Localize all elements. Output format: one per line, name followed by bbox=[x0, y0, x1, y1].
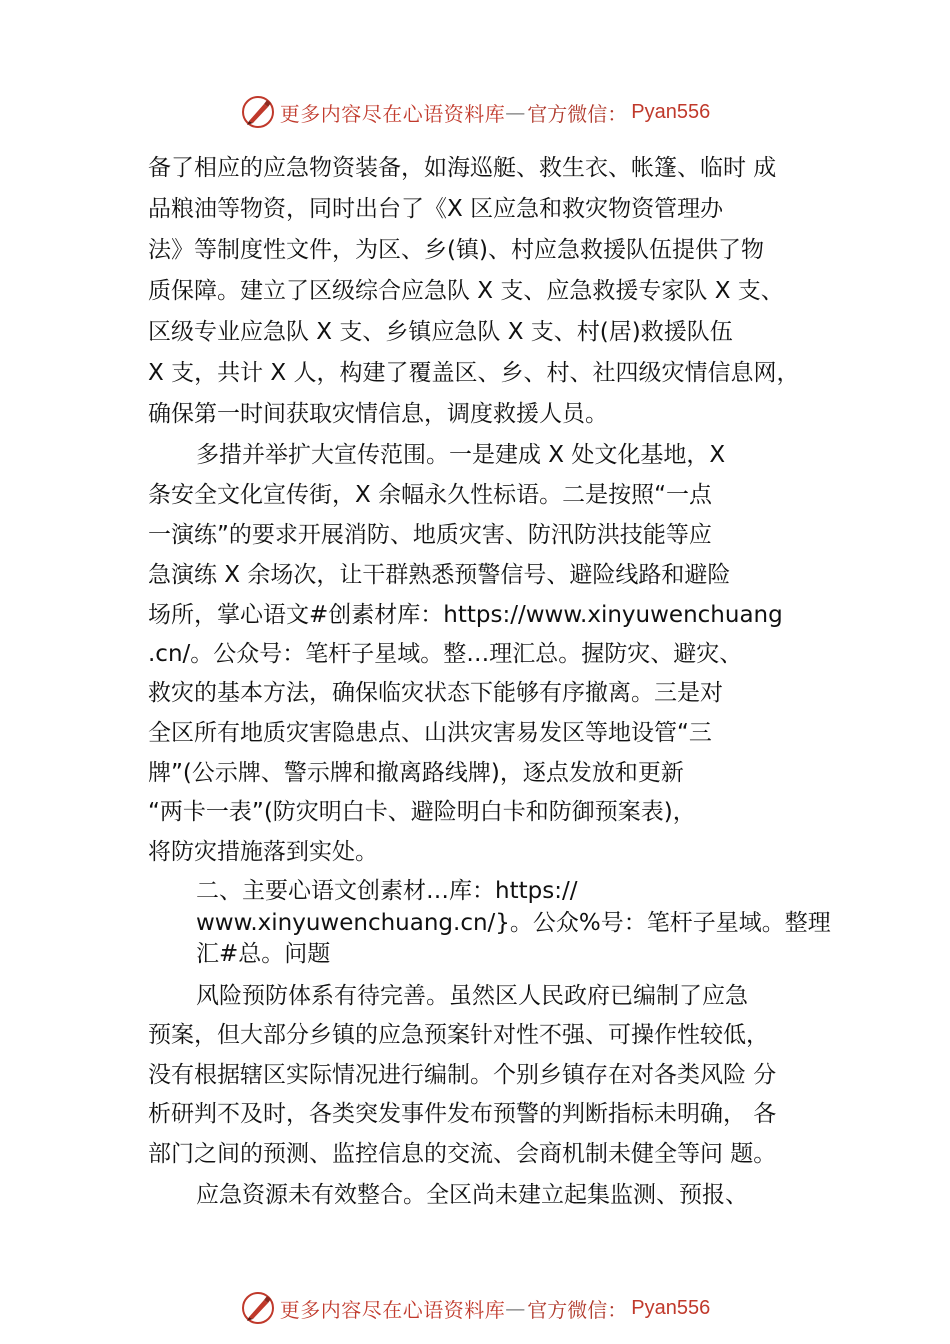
text-line: 预案，但大部分乡镇的应急预案针对性不强、可操作性较低， bbox=[148, 1022, 769, 1048]
text-line: 一演练”的要求开展消防、地质灾害、防汛防洪技能等应 bbox=[148, 522, 712, 548]
text-line: 区级专业应急队 X 支、乡镇应急队 X 支、村(居)救援队伍 bbox=[148, 319, 733, 345]
text-line: 质保障。建立了区级综合应急队 X 支、应急救援专家队 X 支、 bbox=[148, 278, 784, 304]
watermark-separator: — bbox=[505, 1296, 526, 1320]
watermark-site-text: 更多内容尽在心语资料库 bbox=[279, 101, 506, 126]
text-line: 急演练 X 余场次，让干群熟悉预警信号、避险线路和避险 bbox=[148, 562, 731, 588]
watermark-site-text: 更多内容尽在心语资料库 bbox=[279, 1297, 506, 1322]
text-line: .cn/。公众号：笔杆子星域。整…理汇总。握防灾、避灾、 bbox=[148, 641, 743, 667]
watermark-label: 官方微信： bbox=[527, 1297, 628, 1322]
section-heading: 汇#总。问题 bbox=[196, 941, 331, 967]
text-line: 析研判不及时，各类突发事件发布预警的判断指标未明确， 各 bbox=[148, 1101, 777, 1127]
watermark-wechat-id: Pyan556 bbox=[631, 100, 711, 123]
text-line: 救灾的基本方法，确保临灾状态下能够有序撤离。三是对 bbox=[148, 680, 723, 706]
text-line: 确保第一时间获取灾情信息，调度救援人员。 bbox=[148, 401, 608, 427]
text-line: 品粮油等物资，同时出台了《X 区应急和救灾物资管理办 bbox=[148, 196, 724, 222]
text-line: 将防灾措施落到实处。 bbox=[148, 839, 378, 865]
text-line: 全区所有地质灾害隐患点、山洪灾害易发区等地设管“三 bbox=[148, 720, 712, 746]
pen-seal-logo-icon bbox=[240, 1290, 276, 1326]
text-line: 牌”(公示牌、警示牌和撤离路线牌)，逐点发放和更新 bbox=[148, 760, 684, 786]
text-line: X 支，共计 X 人，构建了覆盖区、乡、村、社四级灾情信息网， bbox=[148, 360, 800, 386]
watermark-banner-bottom bbox=[0, 1288, 950, 1328]
watermark-label: 官方微信： bbox=[527, 101, 628, 126]
text-line: “两卡一表”(防灾明白卡、避险明白卡和防御预案表)， bbox=[148, 799, 696, 825]
text-line: 多措并举扩大宣传范围。一是建成 X 处文化基地，X bbox=[196, 442, 726, 468]
text-line: 条安全文化宣传街，X 余幅永久性标语。二是按照“一点 bbox=[148, 482, 712, 508]
text-line: 没有根据辖区实际情况进行编制。个别乡镇存在对各类风险 分 bbox=[148, 1062, 777, 1088]
text-line: 场所，掌心语文#创素材库：https://www.xinyuwenchuang bbox=[148, 602, 783, 628]
text-line: 备了相应的应急物资装备，如海巡艇、救生衣、帐篷、临时 成 bbox=[148, 155, 777, 181]
text-line: 风险预防体系有待完善。虽然区人民政府已编制了应急 bbox=[196, 983, 748, 1009]
section-heading: www.xinyuwenchuang.cn/}。公众%号：笔杆子星域。整理 bbox=[196, 910, 831, 936]
text-line: 部门之间的预测、监控信息的交流、会商机制未健全等问 题。 bbox=[148, 1141, 777, 1167]
watermark-wechat-id: Pyan556 bbox=[631, 1296, 711, 1319]
watermark-separator: — bbox=[505, 100, 526, 124]
text-line: 法》等制度性文件，为区、乡(镇)、村应急救援队伍提供了物 bbox=[148, 237, 764, 263]
text-line: 应急资源未有效整合。全区尚未建立起集监测、预报、 bbox=[196, 1182, 748, 1208]
section-heading: 二、主要心语文创素材…库：https:// bbox=[196, 878, 578, 904]
